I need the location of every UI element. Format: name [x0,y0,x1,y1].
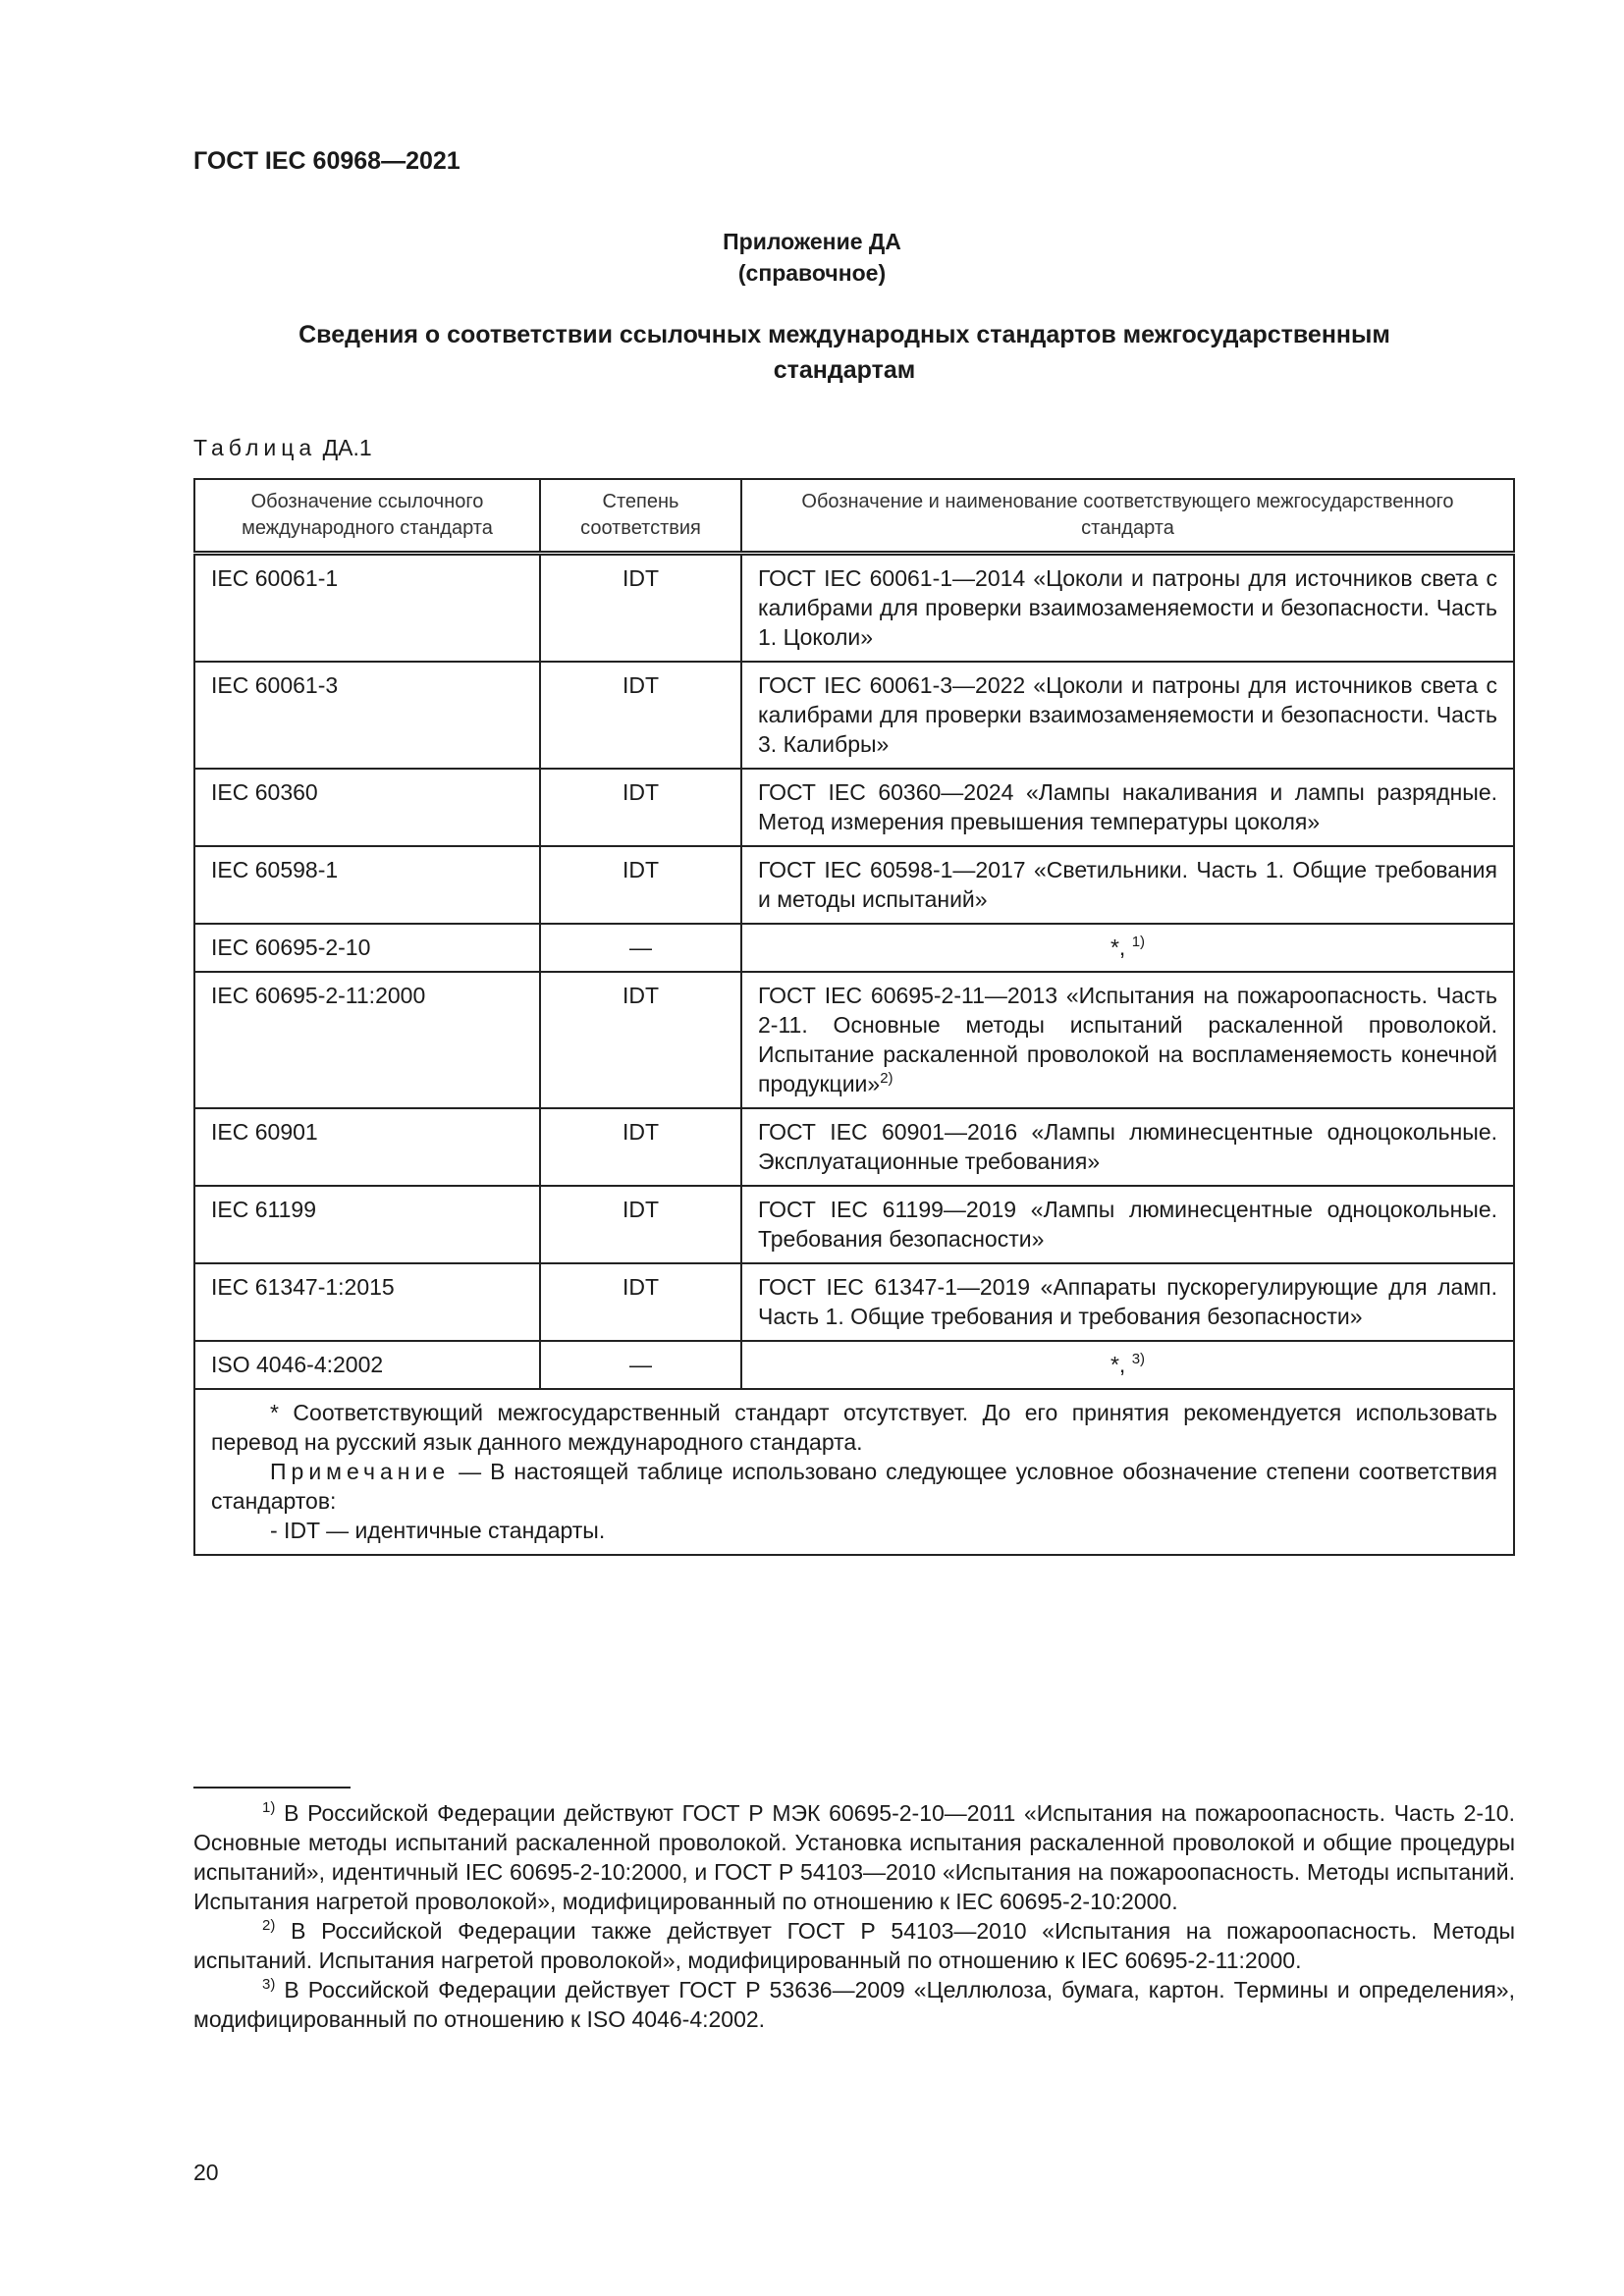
not-available-mark: *, [1110,934,1132,960]
footnote-ref: 2) [880,1070,893,1087]
footnote [193,1916,1515,1975]
footnote-mark: 1) [262,1799,276,1816]
cell-degree: IDT [540,972,741,1108]
cell-ref: ISO 4046-4:2002 [194,1341,540,1389]
cell-ref: IEC 60061-1 [194,554,540,663]
note-star: * Соответствующий межгосударственный стандарт отсутствует. До его принятия рекомендуется использовать перевод на русский язык данного международного стандарта. [211,1400,1497,1455]
not-available-mark: *, [1110,1352,1132,1377]
table-row [194,846,1514,924]
footnotes [193,1798,1515,2034]
footnote-text: В Российской Федерации действуют ГОСТ Р МЭК 60695-2-10—2011 «Испытания на пожароопасность. Часть 2-10. Основные методы испытаний раскаленной проволокой. Установка испытания раскаленной проволокой и общие процедуры испытаний», идентичный IEC 60695-2-10:2000, и ГОСТ Р 54103—2010 «Испытания на пожароопасность. Методы испытаний. Испытания нагретой проволокой», модифицированный по отношению к IEC 60695-2-10:2000. [193,1800,1515,1914]
cell-gost [741,1341,1514,1389]
footnote-separator [193,1787,351,1789]
table-row [194,554,1514,663]
annex-section-title: Сведения о соответствии ссылочных международных стандартов межгосударственным стандартам [298,321,1390,384]
table-header-row [194,479,1514,554]
column-header-gost: Обозначение и наименование соответствующего межгосударственного стандарта [741,479,1514,554]
table-caption-number: ДА.1 [322,435,372,460]
cell-degree: — [540,1341,741,1389]
cell-gost: ГОСТ IEC 60598-1—2017 «Светильники. Часть 1. Общие требования и методы испытаний» [741,846,1514,924]
footnote-mark: 2) [262,1917,276,1934]
document-header: ГОСТ IEC 60968—2021 [193,147,460,175]
footnote [193,1798,1515,1916]
cell-gost-text: ГОСТ IEC 60695-2-11—2013 «Испытания на пожароопасность. Часть 2-11. Основные методы испытаний раскаленной проволокой. Испытание раскаленной проволокой на воспламеняемость конечной продукции» [758,983,1497,1096]
column-header-degree: Степень соответствия [540,479,741,554]
cell-degree: IDT [540,1186,741,1263]
annex-heading [0,226,1624,289]
cell-gost [741,924,1514,972]
cell-degree: IDT [540,662,741,769]
note-label: Примечание [270,1459,451,1484]
cell-gost: ГОСТ IEC 60061-1—2014 «Цоколи и патроны для источников света с калибрами для проверки взаимозаменяемости и безопасности. Часть 1. Цоколи» [741,554,1514,663]
table-row [194,972,1514,1108]
cell-degree: IDT [540,554,741,663]
footnote-text: В Российской Федерации действует ГОСТ Р 53636—2009 «Целлюлоза, бумага, картон. Термины и определения», модифицированный по отношению к ISO 4046-4:2002. [193,1977,1515,2032]
cell-ref: IEC 60695-2-11:2000 [194,972,540,1108]
cell-degree: IDT [540,846,741,924]
cell-ref: IEC 60695-2-10 [194,924,540,972]
footnote-mark: 3) [262,1976,276,1993]
cell-gost: ГОСТ IEC 60061-3—2022 «Цоколи и патроны для источников света с калибрами для проверки взаимозаменяемости и безопасности. Часть 3. Калибры» [741,662,1514,769]
table-row [194,662,1514,769]
footnote [193,1975,1515,2034]
column-header-ref: Обозначение ссылочного международного стандарта [194,479,540,554]
cell-gost [741,972,1514,1108]
page-number: 20 [193,2160,219,2185]
table-row [194,769,1514,846]
table-row [194,1186,1514,1263]
table-caption-label: Таблица [193,435,317,460]
annex-kind: (справочное) [737,260,887,286]
cell-ref: IEC 61199 [194,1186,540,1263]
cell-ref: IEC 60360 [194,769,540,846]
footnote-ref: 3) [1131,1351,1146,1367]
cell-ref: IEC 60061-3 [194,662,540,769]
table-notes-row [194,1389,1514,1555]
cell-degree: — [540,924,741,972]
note-text: — В настоящей таблице использовано следующее условное обозначение степени соответствия стандартов: [211,1459,1497,1514]
table-row [194,1263,1514,1341]
cell-degree: IDT [540,1108,741,1186]
table-row [194,1341,1514,1389]
cell-ref: IEC 60598-1 [194,846,540,924]
cell-ref: IEC 60901 [194,1108,540,1186]
footnote-ref: 1) [1131,934,1146,950]
cell-gost: ГОСТ IEC 61347-1—2019 «Аппараты пускорегулирующие для ламп. Часть 1. Общие требования и требования безопасности» [741,1263,1514,1341]
standards-table [193,478,1515,1556]
cell-degree: IDT [540,769,741,846]
annex-title: Приложение ДА [723,229,901,254]
table-row [194,1108,1514,1186]
cell-gost: ГОСТ IEC 60360—2024 «Лампы накаливания и лампы разрядные. Метод измерения превышения температуры цоколя» [741,769,1514,846]
note-paragraph [211,1457,1497,1516]
cell-degree: IDT [540,1263,741,1341]
table-notes [194,1389,1514,1555]
cell-gost: ГОСТ IEC 60901—2016 «Лампы люминесцентные одноцокольные. Эксплуатационные требования» [741,1108,1514,1186]
table-row [194,924,1514,972]
table-caption [193,435,372,461]
cell-ref: IEC 61347-1:2015 [194,1263,540,1341]
cell-gost: ГОСТ IEC 61199—2019 «Лампы люминесцентные одноцокольные. Требования безопасности» [741,1186,1514,1263]
note-idt: - IDT — идентичные стандарты. [270,1518,606,1543]
footnote-text: В Российской Федерации также действует ГОСТ Р 54103—2010 «Испытания на пожароопасность. Методы испытаний. Испытания нагретой проволокой», модифицированный по отношению к IEC 60695-2-11:2000. [193,1918,1515,1973]
